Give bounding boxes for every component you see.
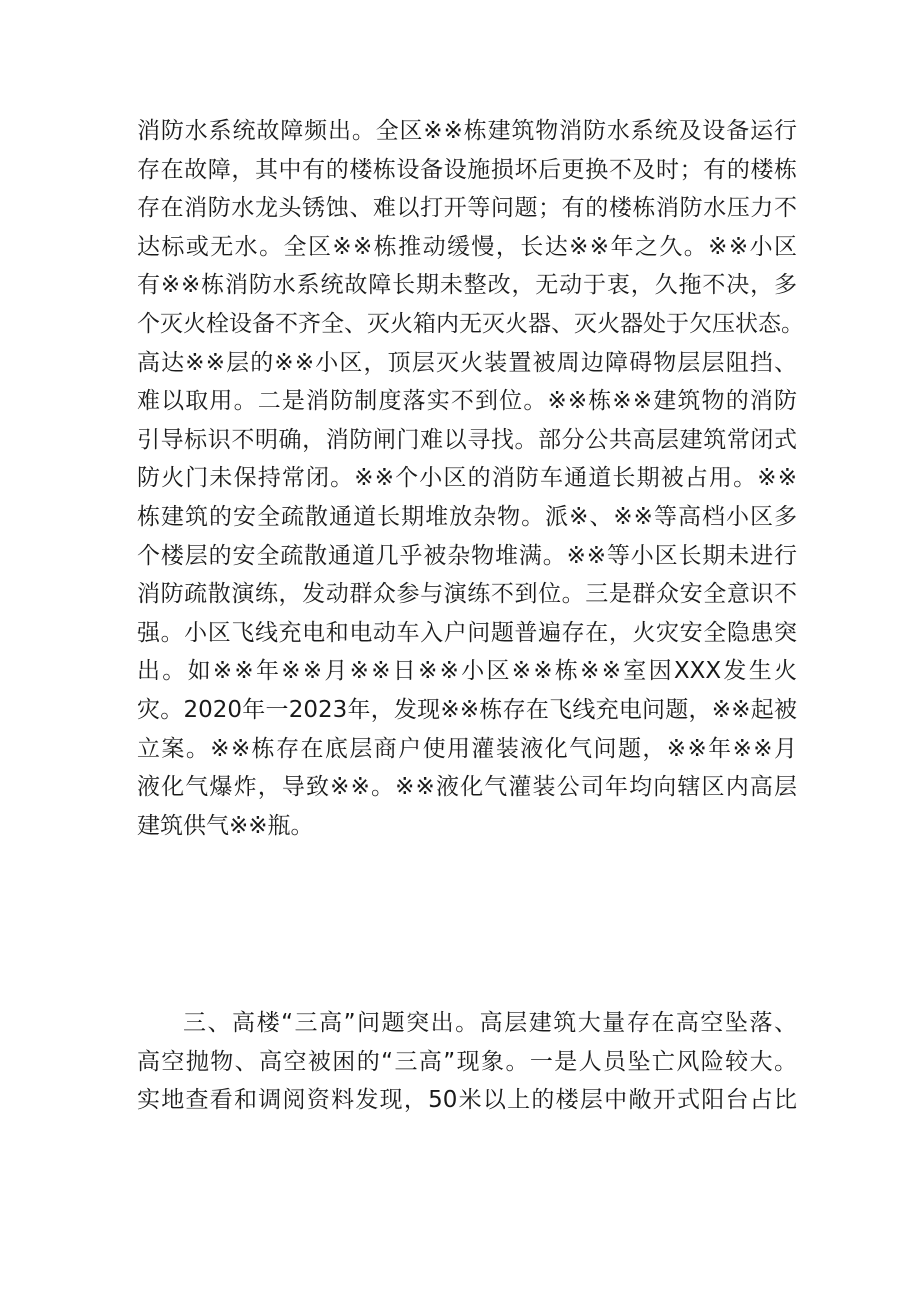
text-line: 消防疏散演练，发动群众参与演练不到位。三是群众安全意识不	[137, 581, 797, 608]
text-line: 三、高楼“三高”问题突出。高层建筑大量存在高空坠落、	[183, 1010, 797, 1036]
text-line: 引导标识不明确，消防闸门难以寻找。部分公共高层建筑常闭式	[137, 426, 797, 453]
paragraph-high-rise-risks	[137, 1004, 797, 1120]
text-line: 实地查看和调阅资料发现，50米以上的楼层中敞开式阳台占比	[137, 1087, 797, 1114]
text-line: 强。小区飞线充电和电动车入户问题普遍存在，火灾安全隐患突	[137, 619, 797, 646]
text-line: 个楼层的安全疏散通道几乎被杂物堆满。※※等小区长期未进行	[137, 542, 797, 569]
paragraph-fire-water-system	[137, 112, 804, 845]
text-line: 液化气爆炸，导致※※。※※液化气灌装公司年均向辖区内高层	[137, 774, 797, 801]
text-line: 达标或无水。全区※※栋推动缓慢，长达※※年之久。※※小区	[137, 233, 797, 260]
text-line: 高达※※层的※※小区，顶层灭火装置被周边障碍物层层阻挡、	[137, 349, 797, 376]
text-line: 个灭火栓设备不齐全、灭火箱内无灭火器、灭火器处于欠压状态。	[137, 310, 804, 337]
text-line: 有※※栋消防水系统故障长期未整改，无动于衷，久拖不决，多	[137, 272, 797, 299]
text-line: 存在消防水龙头锈蚀、难以打开等问题；有的楼栋消防水压力不	[137, 195, 797, 222]
text-line: 高空抛物、高空被困的“三高”现象。一是人员坠亡风险较大。	[137, 1048, 797, 1075]
text-line: 存在故障，其中有的楼栋设备设施损坏后更换不及时；有的楼栋	[137, 156, 797, 183]
text-line: 难以取用。二是消防制度落实不到位。※※栋※※建筑物的消防	[137, 388, 797, 415]
text-line: 灾。2020年一2023年，发现※※栋存在飞线充电问题，※※起被	[137, 696, 797, 723]
text-line: 建筑供气※※瓶。	[137, 812, 314, 839]
text-line: 栋建筑的安全疏散通道长期堆放杂物。派※、※※等高档小区多	[137, 503, 797, 530]
text-line: 防火门未保持常闭。※※个小区的消防车通道长期被占用。※※	[137, 465, 797, 492]
text-line: 出。如※※年※※月※※日※※小区※※栋※※室因XXX发生火	[137, 658, 797, 685]
text-line: 消防水系统故障频出。全区※※栋建筑物消防水系统及设备运行	[137, 118, 797, 144]
text-line: 立案。※※栋存在底层商户使用灌装液化气问题，※※年※※月	[137, 735, 797, 762]
